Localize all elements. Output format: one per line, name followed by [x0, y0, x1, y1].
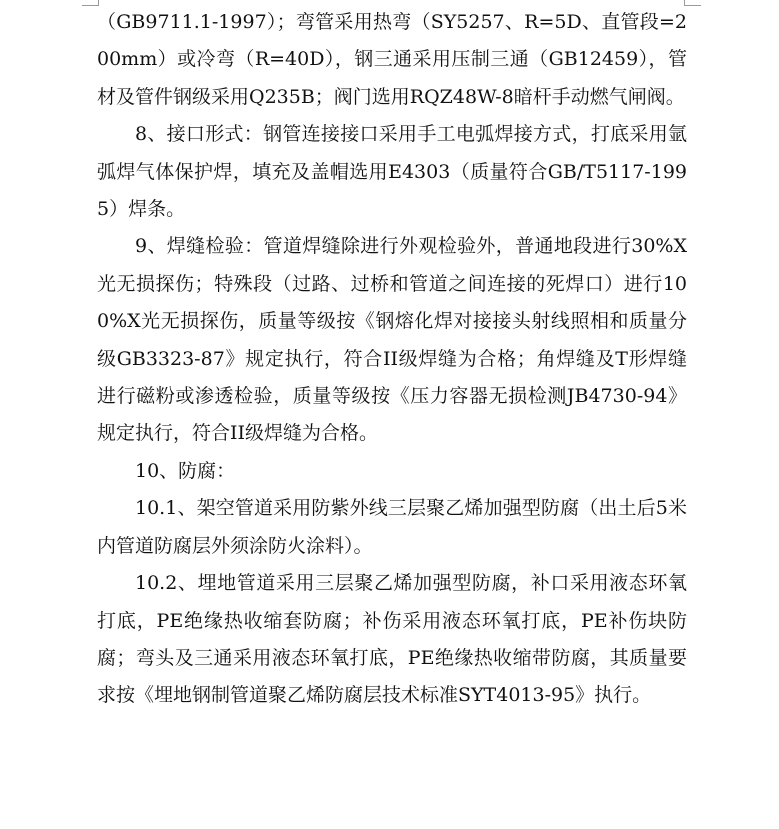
- paragraph-anticorrosion-heading: 10、防腐：: [135, 459, 236, 482]
- document-body[interactable]: [97, 4, 687, 715]
- paragraph-joint-type: 8、接口形式：钢管连接接口采用手工电弧焊接方式，打底采用氩弧焊气体保护焊，填充及盖帽选用E4303（质量符合GB/T5117-1995）焊条。: [97, 123, 687, 221]
- paragraph-buried-anticorrosion: 10.2、埋地管道采用三层聚乙烯加强型防腐，补口采用液态环氧打底，PE绝缘热收缩套防腐；补伤采用液态环氧打底，PE补伤块防腐；弯头及三通采用液态环氧打底，PE绝缘热收缩带防腐，其质量要求按《埋地钢制管道聚乙烯防腐层技术标准SYT4013-95》执行。: [97, 572, 687, 707]
- paragraph-weld-inspection: 9、焊缝检验：管道焊缝除进行外观检验外，普通地段进行30%X光无损探伤；特殊段（过路、过桥和管道之间连接的死焊口）进行100%X光无损探伤，质量等级按《钢熔化焊对接接头射线照相和质量分级GB3323-87》规定执行，符合II级焊缝为合格；角焊缝及T形焊缝进行磁粉或渗透检验，质量等级按《压力容器无损检测JB4730-94》规定执行，符合II级焊缝为合格。: [97, 235, 687, 445]
- paragraph-pipe-fittings: （GB9711.1-1997）；弯管采用热弯（SY5257、R=5D、直管段=200mm）或冷弯（R=40D），钢三通采用压制三通（GB12459），管材及管件钢级采用Q235B；阀门选用RQZ48W-8暗杆手动燃气闸阀。: [97, 11, 687, 108]
- paragraph-overhead-anticorrosion: 10.1、架空管道采用防紫外线三层聚乙烯加强型防腐（出土后5米内管道防腐层外须涂防火涂料）。: [97, 497, 687, 557]
